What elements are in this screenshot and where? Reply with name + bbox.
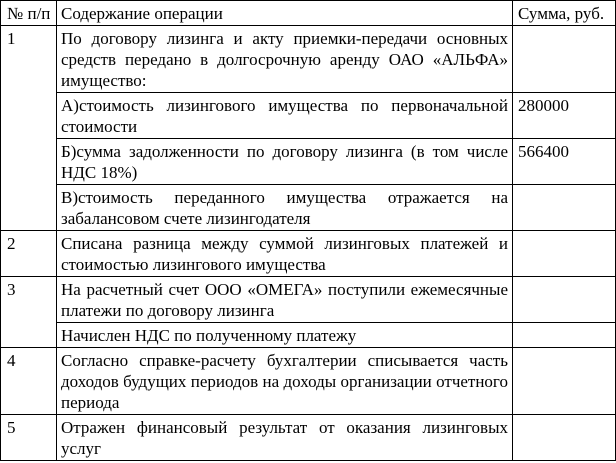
row-sum [513, 323, 616, 348]
table-row [1, 323, 616, 348]
row-sum [513, 415, 616, 461]
table-header-row [1, 1, 616, 26]
table-row [1, 348, 616, 415]
row-content: Отражен финансовый результат от оказания лизинговых услуг [57, 415, 513, 461]
row-sum: 566400 [513, 139, 616, 185]
row-sum [513, 348, 616, 415]
row-num: 2 [1, 231, 57, 277]
row-sum [513, 277, 616, 323]
table-row [1, 26, 616, 93]
row-sum [513, 231, 616, 277]
table-row [1, 185, 616, 231]
table-row [1, 277, 616, 323]
table-row [1, 231, 616, 277]
row-num: 5 [1, 415, 57, 461]
row-content: А)стоимость лизингового имущества по первоначальной стоимости [57, 93, 513, 139]
table-row [1, 139, 616, 185]
table-row [1, 93, 616, 139]
row-content: Б)сумма задолженности по договору лизинга (в том числе НДС 18%) [57, 139, 513, 185]
header-num: № п/п [1, 1, 57, 26]
row-content: Начислен НДС по полученному платежу [57, 323, 513, 348]
row-content: В)стоимость переданного имущества отражается на забалансовом счете лизингодателя [57, 185, 513, 231]
row-sum [513, 185, 616, 231]
row-sum: 280000 [513, 93, 616, 139]
row-sum [513, 26, 616, 93]
header-content: Содержание операции [57, 1, 513, 26]
row-content: По договору лизинга и акту приемки-передачи основных средств передано в долгосрочную аренду ОАО «АЛЬФА» имущество: [57, 26, 513, 93]
row-content: Списана разница между суммой лизинговых платежей и стоимостью лизингового имущества [57, 231, 513, 277]
row-content: На расчетный счет ООО «ОМЕГА» поступили ежемесячные платежи по договору лизинга [57, 277, 513, 323]
row-num: 1 [1, 26, 57, 231]
row-num: 3 [1, 277, 57, 348]
header-sum: Сумма, руб. [513, 1, 616, 26]
table-row [1, 415, 616, 461]
row-num: 4 [1, 348, 57, 415]
row-content: Согласно справке-расчету бухгалтерии списывается часть доходов будущих периодов на доходы организации отчетного периода [57, 348, 513, 415]
